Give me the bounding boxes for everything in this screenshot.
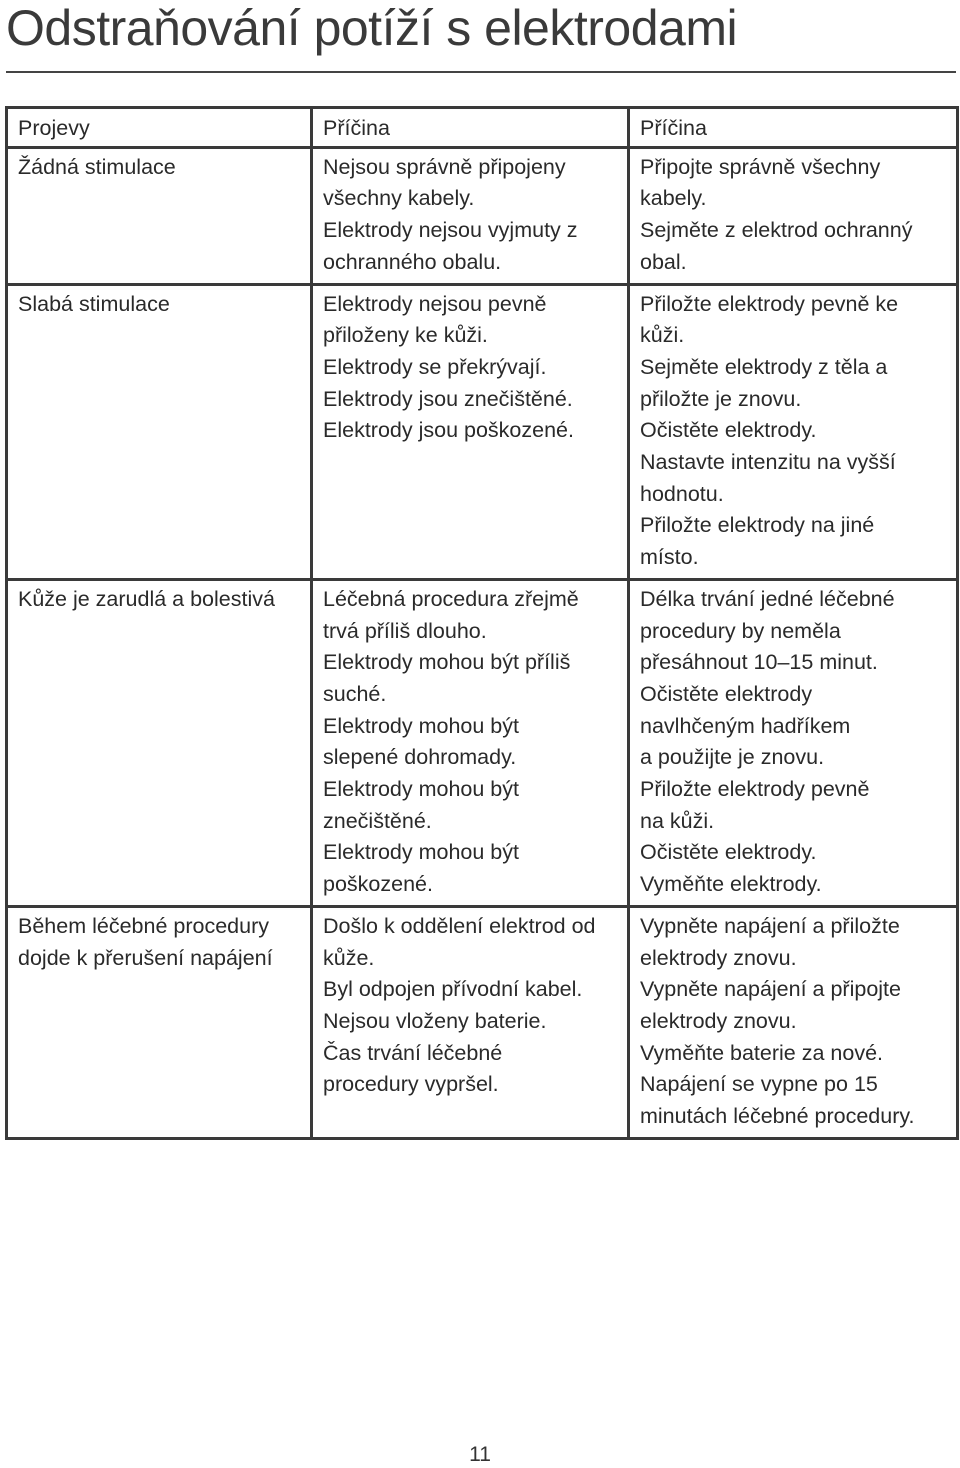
table-header-row [7, 108, 958, 148]
remedy-text-line: Délka trvání jedné léčebné [640, 586, 895, 611]
cause-text-line: Elektrody nejsou pevně [323, 291, 547, 316]
remedy-text-line: Přiložte elektrody pevně [640, 777, 870, 802]
symptom-cell [7, 284, 312, 579]
cause-text-line: ochranného obalu. [323, 249, 502, 274]
symptom-text-line: dojde k přerušení napájení [18, 945, 273, 970]
cause-cell [312, 579, 629, 906]
cause-text-line: Elektrody mohou být [323, 713, 519, 738]
remedy-text-line: Připojte správně všechny [640, 154, 881, 179]
remedy-text-line: procedury by neměla [640, 618, 841, 643]
table-row [7, 906, 958, 1138]
remedy-text-line: Vyměňte baterie za nové. [640, 1040, 884, 1065]
cause-text-line: Léčebná procedura zřejmě [323, 586, 579, 611]
remedy-text-line: Napájení se vypne po 15 [640, 1072, 878, 1097]
remedy-text-line: minutách léčebné procedury. [640, 1104, 915, 1129]
symptom-text-line: Slabá stimulace [18, 291, 170, 316]
cause-text-line: Nejsou správně připojeny [323, 154, 566, 179]
remedy-text-line: navlhčeným hadříkem [640, 713, 851, 738]
remedy-text-line: Sejměte elektrody z těla a [640, 354, 888, 379]
title-divider [6, 71, 956, 73]
cause-text-line: všechny kabely. [323, 186, 475, 211]
cause-text-line: Elektrody jsou znečištěné. [323, 386, 573, 411]
cause-text-line: Elektrody mohou být příliš [323, 650, 571, 675]
cause-text-line: přiloženy ke kůži. [323, 323, 488, 348]
page-title: Odstraňování potíží s elektrodami [6, 0, 738, 56]
cause-cell [312, 147, 629, 284]
remedy-text-line: na kůži. [640, 808, 715, 833]
remedy-text-line: elektrody znovu. [640, 945, 797, 970]
column-header-symptoms: Projevy [7, 108, 312, 148]
symptom-text-line: Kůže je zarudlá a bolestivá [18, 586, 275, 611]
remedy-text-line: Přiložte elektrody na jiné [640, 513, 875, 538]
cause-text-line: suché. [323, 681, 387, 706]
cause-text-line: Elektrody jsou poškozené. [323, 418, 574, 443]
cause-text-line: trvá příliš dlouho. [323, 618, 487, 643]
cause-text-line: Nejsou vloženy baterie. [323, 1008, 547, 1033]
table-row [7, 579, 958, 906]
remedy-text-line: Nastavte intenzitu na vyšší [640, 450, 896, 475]
remedy-cell [629, 147, 958, 284]
troubleshooting-table [5, 106, 959, 1140]
remedy-text-line: Sejměte z elektrod ochranný [640, 218, 913, 243]
remedy-text-line: Očistěte elektrody [640, 681, 813, 706]
remedy-text-line: hodnotu. [640, 481, 724, 506]
symptom-cell [7, 579, 312, 906]
remedy-text-line: obal. [640, 249, 687, 274]
remedy-text-line: Očistěte elektrody. [640, 418, 817, 443]
symptom-cell [7, 147, 312, 284]
table-body [7, 147, 958, 1138]
cause-text-line: poškozené. [323, 872, 433, 897]
remedy-text-line: Přiložte elektrody pevně ke [640, 291, 899, 316]
cause-text-line: Elektrody se překrývají. [323, 354, 547, 379]
symptom-text-line: Žádná stimulace [18, 154, 176, 179]
cause-text-line: Byl odpojen přívodní kabel. [323, 977, 583, 1002]
cause-text-line: Elektrody nejsou vyjmuty z [323, 218, 578, 243]
cause-text-line: Čas trvání léčebné [323, 1040, 503, 1065]
cause-cell [312, 284, 629, 579]
page-number: 11 [469, 1443, 491, 1466]
cause-text-line: Došlo k oddělení elektrod od [323, 913, 596, 938]
remedy-cell [629, 579, 958, 906]
remedy-text-line: a použijte je znovu. [640, 745, 825, 770]
cause-text-line: procedury vypršel. [323, 1072, 499, 1097]
symptom-text-line: Během léčebné procedury [18, 913, 269, 938]
column-header-cause: Příčina [312, 108, 629, 148]
remedy-text-line: kabely. [640, 186, 707, 211]
remedy-cell [629, 906, 958, 1138]
remedy-text-line: kůži. [640, 323, 685, 348]
symptom-cell [7, 906, 312, 1138]
remedy-text-line: přesáhnout 10–15 minut. [640, 650, 878, 675]
table-row [7, 284, 958, 579]
remedy-text-line: Očistěte elektrody. [640, 840, 817, 865]
cause-text-line: slepené dohromady. [323, 745, 517, 770]
remedy-text-line: Vypněte napájení a přiložte [640, 913, 900, 938]
cause-text-line: znečištěné. [323, 808, 432, 833]
cause-text-line: Elektrody mohou být [323, 777, 519, 802]
table-row [7, 147, 958, 284]
remedy-text-line: Vyměňte elektrody. [640, 872, 822, 897]
remedy-cell [629, 284, 958, 579]
column-header-remedy: Příčina [629, 108, 958, 148]
remedy-text-line: elektrody znovu. [640, 1008, 797, 1033]
remedy-text-line: Vypněte napájení a připojte [640, 977, 901, 1002]
remedy-text-line: místo. [640, 545, 699, 570]
cause-cell [312, 906, 629, 1138]
cause-text-line: kůže. [323, 945, 375, 970]
cause-text-line: Elektrody mohou být [323, 840, 519, 865]
remedy-text-line: přiložte je znovu. [640, 386, 802, 411]
